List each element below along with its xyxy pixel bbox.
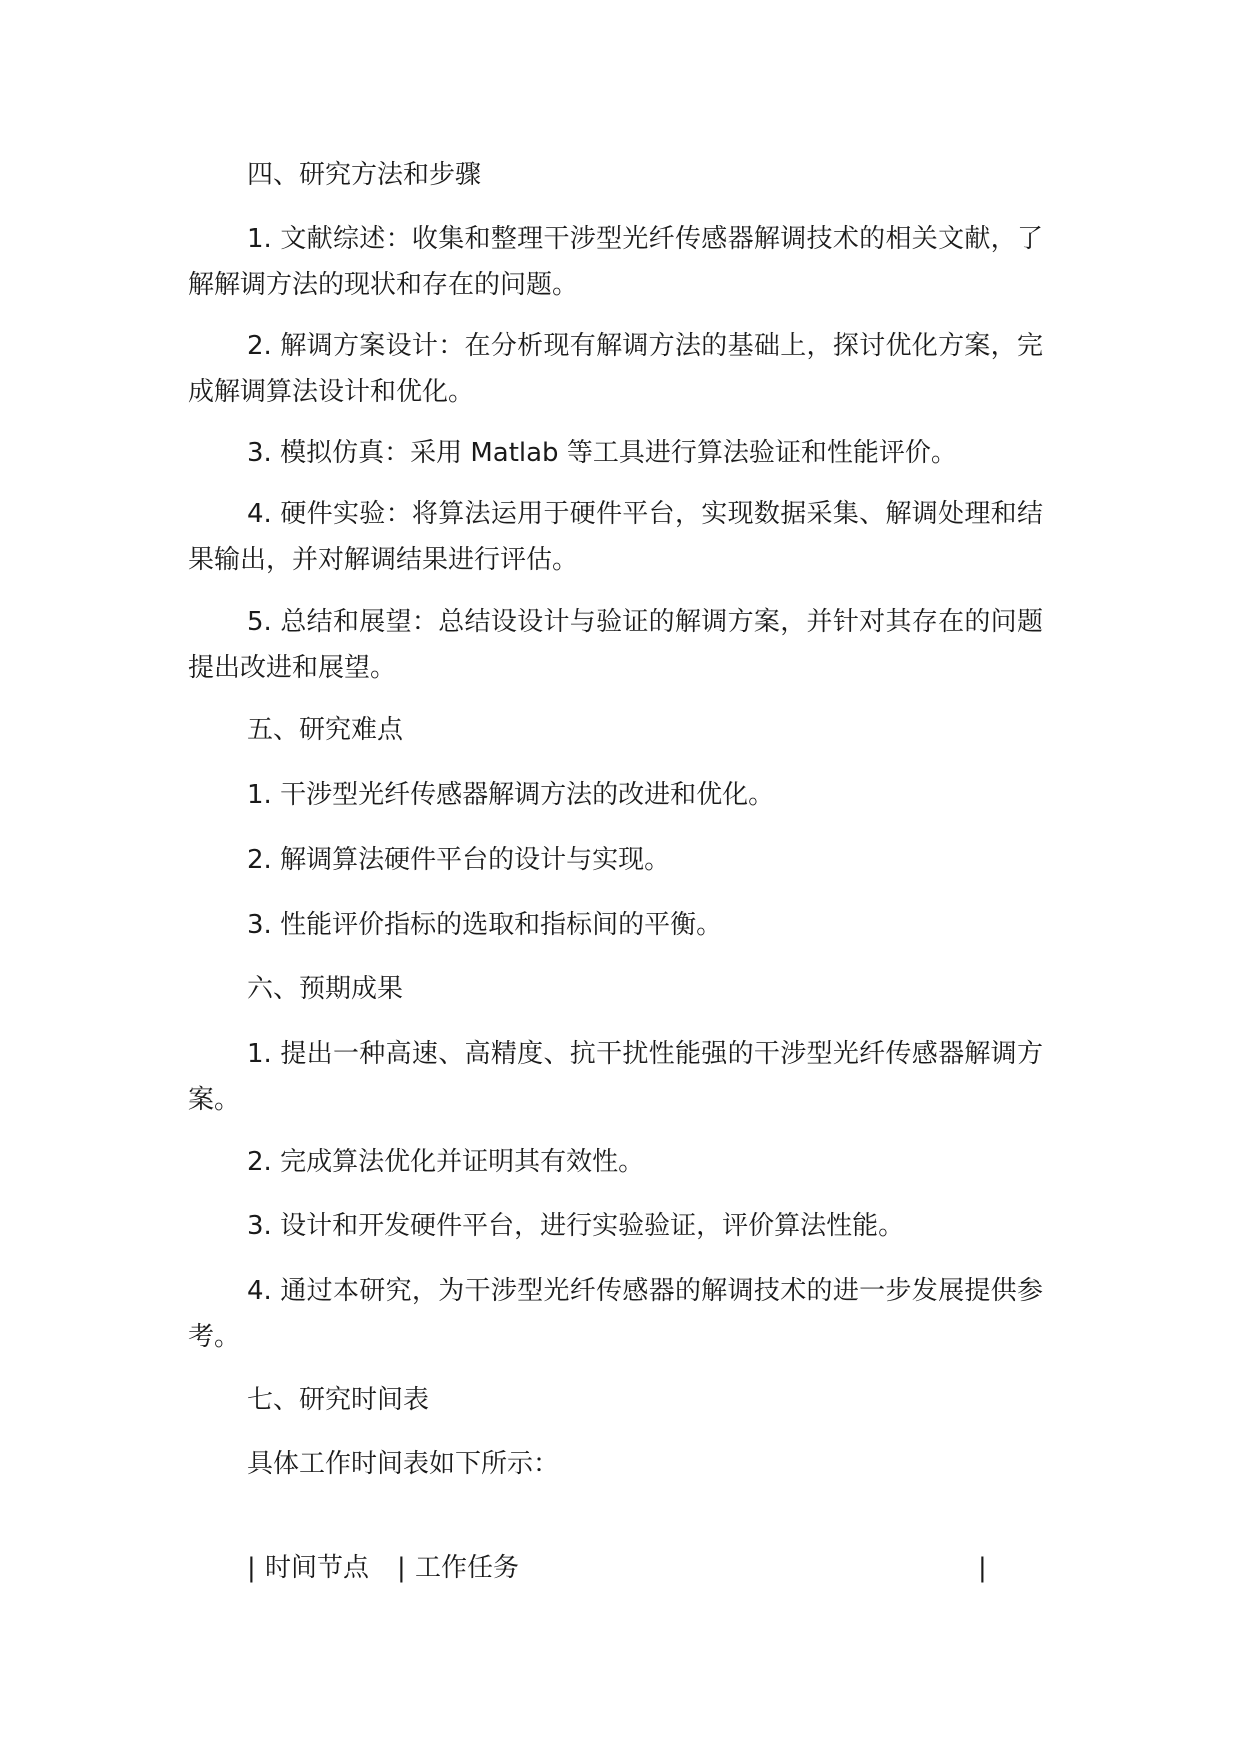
outcome-4: 4. 通过本研究，为干涉型光纤传感器的解调技术的进一步发展提供参考。 [188,1276,1043,1352]
table-header-time-node: 时间节点 [265,1553,370,1583]
table-separator: | [397,1553,406,1583]
method-step-2: 2. 解调方案设计：在分析现有解调方法的基础上，探讨优化方案，完成解调算法设计和优化。 [188,331,1043,407]
table-header-work-task: 工作任务 [415,1553,520,1583]
table-separator: | [978,1553,987,1583]
method-step-5: 5. 总结和展望：总结设设计与验证的解调方案，并针对其存在的问题提出改进和展望。 [188,607,1043,683]
method-step-3: 3. 模拟仿真：采用 Matlab 等工具进行算法验证和性能评价。 [247,438,957,468]
outcome-2: 2. 完成算法优化并证明其有效性。 [247,1147,645,1177]
schedule-table-header [247,1545,1047,1591]
difficulty-1: 1. 干涉型光纤传感器解调方法的改进和优化。 [247,780,775,810]
section-heading-schedule: 七、研究时间表 [247,1385,430,1415]
method-step-4: 4. 硬件实验：将算法运用于硬件平台，实现数据采集、解调处理和结果输出，并对解调结果进行评估。 [188,499,1043,575]
method-step-1: 1. 文献综述：收集和整理干涉型光纤传感器解调技术的相关文献，了解解调方法的现状和存在的问题。 [188,224,1043,300]
table-separator: | [247,1553,256,1583]
difficulty-3: 3. 性能评价指标的选取和指标间的平衡。 [247,910,723,940]
section-heading-outcomes: 六、预期成果 [247,974,404,1004]
schedule-intro: 具体工作时间表如下所示： [247,1449,560,1479]
outcome-3: 3. 设计和开发硬件平台，进行实验验证，评价算法性能。 [247,1211,905,1241]
section-heading-difficulties: 五、研究难点 [247,715,404,745]
section-heading-methods: 四、研究方法和步骤 [247,160,482,190]
outcome-1: 1. 提出一种高速、高精度、抗干扰性能强的干涉型光纤传感器解调方案。 [188,1039,1043,1115]
difficulty-2: 2. 解调算法硬件平台的设计与实现。 [247,845,671,875]
